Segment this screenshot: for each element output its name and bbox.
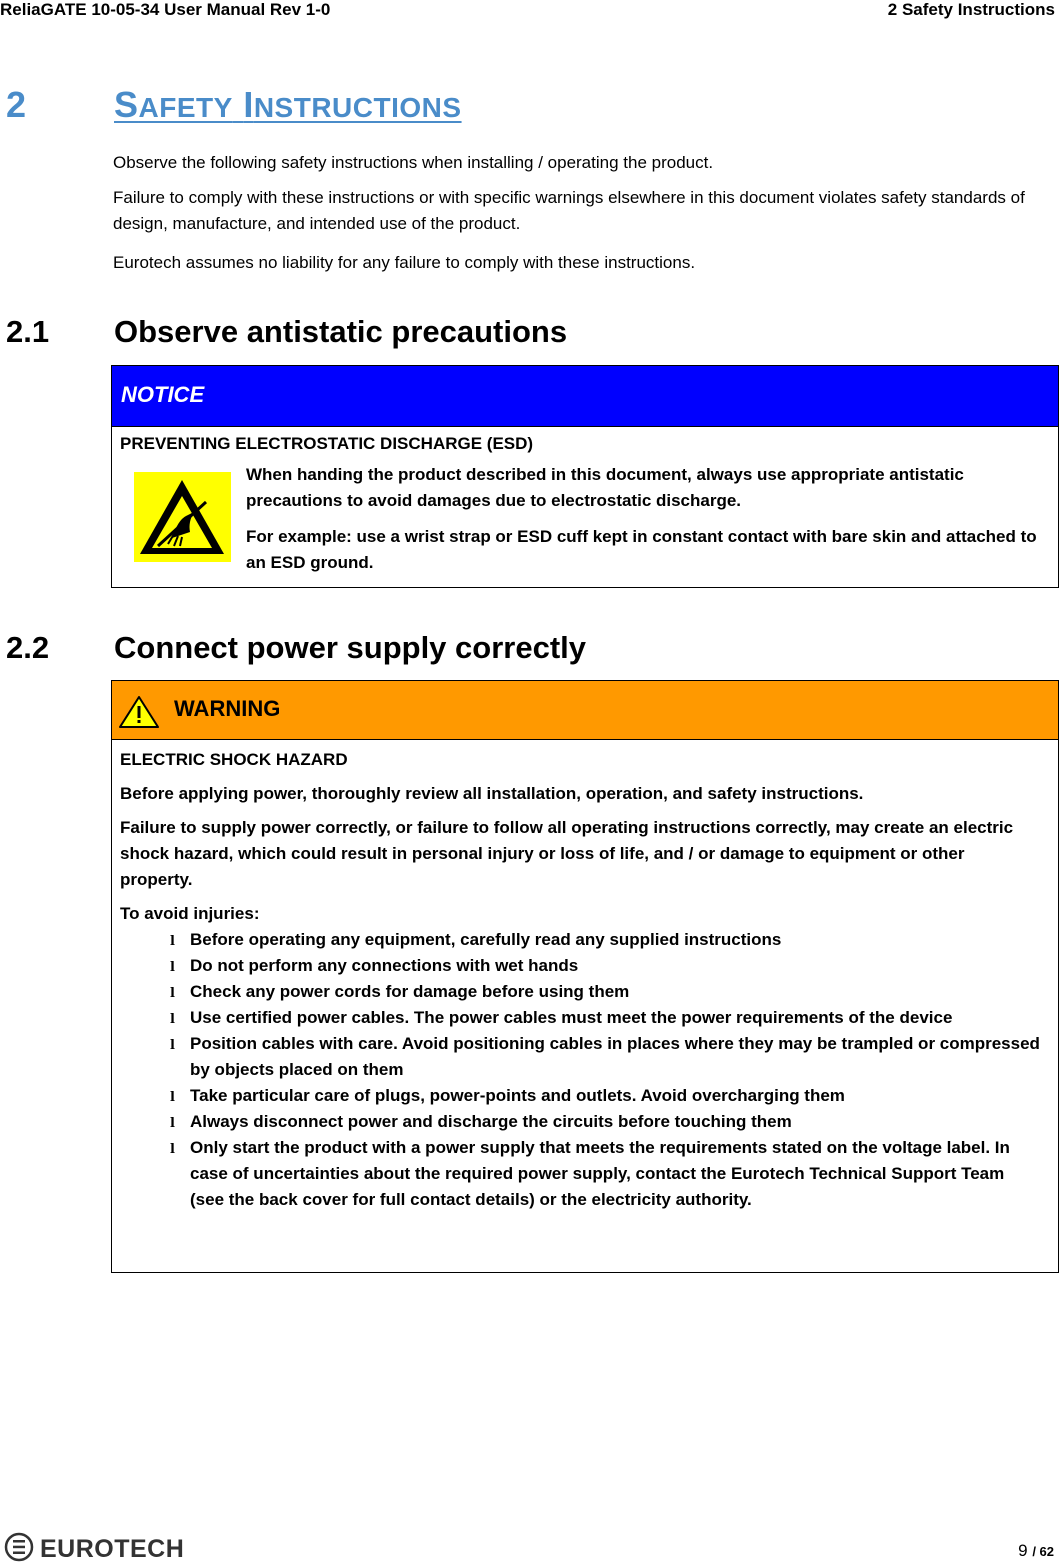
chapter-heading — [6, 84, 462, 126]
bullet-marker: l — [170, 1012, 175, 1027]
warning-lead: To avoid injuries: — [120, 904, 260, 923]
bullet-marker: l — [170, 1038, 175, 1053]
page-number — [1018, 1541, 1054, 1561]
section-title: Observe antistatic precautions — [114, 314, 568, 349]
page-total: / 62 — [1032, 1544, 1054, 1559]
page-current: 9 — [1018, 1541, 1028, 1560]
list-item-text: Before operating any equipment, carefully read any supplied instructions — [190, 930, 782, 949]
list-item — [120, 953, 1040, 979]
list-item-text: Use certified power cables. The power cables must meet the power requirements of the device — [190, 1008, 953, 1027]
list-item-text: Take particular care of plugs, power-points and outlets. Avoid overcharging them — [190, 1086, 845, 1105]
bullet-list — [120, 927, 1040, 1213]
header-chapter-title: 2 Safety Instructions — [887, 0, 1055, 19]
intro-paragraph: Failure to comply with these instructions or with specific warnings elsewhere in this document violates safety standards of design, manufacture, and intended use of the product. — [113, 188, 1025, 233]
chapter-title-s: S — [114, 84, 139, 125]
notice-text: When handing the product described in this document, always use appropriate antistatic precautions to avoid damages due to electrostatic discharge. — [246, 465, 964, 510]
list-item-text: Only start the product with a power supply that meets the requirements stated on the voltage label. In case of uncertainties about the required power supply, contact the Eurotech Technical Support Team (see the back cover for full contact details) or the electricity authority. — [190, 1138, 1010, 1209]
section-number: 2.1 — [6, 314, 50, 349]
bullet-marker: l — [170, 1142, 175, 1157]
list-item — [120, 1031, 1040, 1083]
list-item-text: Do not perform any connections with wet hands — [190, 956, 579, 975]
warning-paragraph: Failure to supply power correctly, or failure to follow all operating instructions correctly, may create an electric shock hazard, which could result in personal injury or loss of life, and / or damage to equipment or other property. — [120, 818, 1014, 889]
warning-label: WARNING — [174, 696, 281, 721]
list-item — [120, 1083, 1040, 1109]
logo-text: EUROTECH — [40, 1534, 185, 1563]
warning-header — [112, 681, 1058, 740]
warning-triangle-icon — [118, 695, 160, 735]
list-item — [120, 927, 1040, 953]
bullet-marker: l — [170, 1116, 175, 1131]
bullet-marker: l — [170, 934, 175, 949]
section-heading — [6, 314, 567, 350]
chapter-title-afety: AFETY — [138, 92, 233, 123]
list-item-text: Check any power cords for damage before using them — [190, 982, 630, 1001]
notice-subtitle: PREVENTING ELECTROSTATIC DISCHARGE (ESD) — [120, 434, 534, 453]
chapter-title-nstructions: NSTRUCTIONS — [253, 92, 462, 123]
list-item-text: Position cables with care. Avoid positioning cables in places where they may be trampled or compressed by objects placed on them — [190, 1034, 1040, 1079]
bullet-marker: l — [170, 986, 175, 1001]
list-item — [120, 979, 1040, 1005]
intro-paragraph: Eurotech assumes no liability for any failure to comply with these instructions. — [113, 253, 696, 272]
esd-warning-icon — [134, 472, 231, 562]
list-item — [120, 1109, 1040, 1135]
chapter-number: 2 — [6, 84, 27, 125]
section-title: Connect power supply correctly — [114, 630, 586, 665]
section-heading — [6, 630, 586, 666]
header-doc-title: ReliaGATE 10-05-34 User Manual Rev 1-0 — [0, 0, 331, 19]
list-item — [120, 1135, 1040, 1213]
intro-paragraph: Observe the following safety instructions when installing / operating the product. — [113, 153, 714, 172]
eurotech-logo — [4, 1534, 184, 1564]
warning-box — [111, 680, 1059, 1273]
eurotech-logo-icon — [4, 1532, 34, 1567]
warning-paragraph: Before applying power, thoroughly review all installation, operation, and safety instructions. — [120, 784, 864, 803]
notice-text: For example: use a wrist strap or ESD cuff kept in constant contact with bare skin and attached to an ESD ground. — [246, 527, 1037, 572]
warning-subtitle: ELECTRIC SHOCK HAZARD — [120, 750, 348, 769]
bullet-marker: l — [170, 1090, 175, 1105]
list-item — [120, 1005, 1040, 1031]
chapter-title-i: I — [243, 84, 254, 125]
section-number: 2.2 — [6, 630, 50, 665]
bullet-marker: l — [170, 960, 175, 975]
list-item-text: Always disconnect power and discharge the circuits before touching them — [190, 1112, 792, 1131]
notice-label: NOTICE — [112, 366, 1058, 427]
notice-box — [111, 365, 1059, 588]
